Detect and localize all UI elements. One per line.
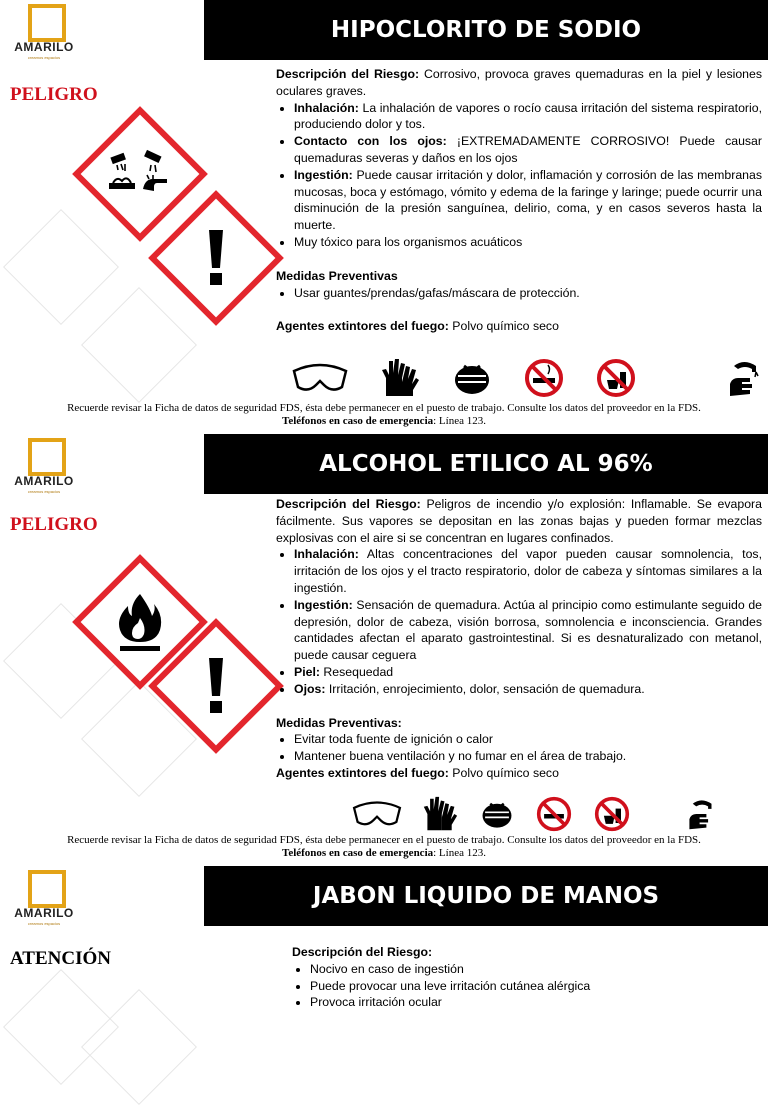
footer-phones: Teléfonos en caso de emergencia: Línea 123.: [282, 415, 486, 427]
corrosion-icon: [105, 149, 175, 199]
card-jabon: [0, 866, 768, 1024]
gloves-icon: [422, 794, 458, 834]
signal-word: ATENCIÓN: [10, 948, 111, 969]
card-title: ALCOHOL ETILICO AL 96%: [204, 434, 768, 494]
description-label: Descripción del Riesgo:: [292, 945, 433, 959]
risk-item: • Ojos: Irritación, enrojecimiento, dolor, sensación de quemadura.: [294, 681, 762, 698]
card-alcohol: [0, 434, 768, 864]
card-title: JABON LIQUIDO DE MANOS: [204, 866, 768, 926]
risk-item: • Piel: Resequedad: [294, 664, 762, 681]
mask-icon: [480, 794, 514, 834]
extinguisher: Agentes extintores del fuego: Polvo químico seco: [276, 319, 559, 334]
logo-tagline: creamos espacios: [27, 55, 61, 60]
exclamation-icon: [206, 658, 226, 714]
ppe-row: [292, 358, 768, 398]
footer-reminder: Recuerde revisar la Ficha de datos de seguridad FDS, ésta debe permanecer en el puesto de trabajo. Consulte los datos del proveedor en la FDS.: [67, 402, 701, 414]
hazard-text: [276, 496, 762, 782]
exclamation-icon: [206, 230, 226, 286]
no-smoking-icon: [536, 794, 572, 834]
risk-item: • Provoca irritación ocular: [310, 994, 752, 1011]
logo-name: AMARILO: [14, 906, 74, 920]
preventive-label: Medidas Preventivas: [276, 268, 398, 283]
footer: [0, 402, 768, 428]
preventive-list: [276, 285, 762, 302]
preventive-item: • Evitar toda fuente de ignición o calor: [294, 731, 762, 748]
risk-item: • Inhalación: La inhalación de vapores o rocío causa irritación del sistema respiratorio, produciendo dolor y tos.: [294, 100, 762, 134]
safety-glasses-icon: [352, 794, 402, 834]
amarilo-logo: [8, 870, 80, 930]
risk-item: • Ingestión: Sensación de quemadura. Actúa al principio como estimulante seguido de depresión, dolor de cabeza, visión borrosa, somnolencia e inconsciencia. Grandes cantidades afectan el aparato gastrointestinal. Si es desnaturalizado con metanol, puede causar ceguera: [294, 597, 762, 664]
risk-item: • Muy tóxico para los organismos acuáticos: [294, 234, 762, 251]
risk-item: • Nocivo en caso de ingestión: [310, 961, 752, 978]
description-text: Peligros de incendio y/o explosión: Inflamable. Se evapora fácilmente. Sus vapores se depositan en las zonas bajas y pueden formar mezclas explosivas con el aire si se concentran en lugares confinados.: [276, 497, 762, 545]
risk-item: • Inhalación: Altas concentraciones del vapor pueden causar somnolencia, tos, irritación de los ojos y el tracto respiratorio, dolor de cabeza y síntomas similares a la ingestión.: [294, 546, 762, 596]
gloves-icon: [380, 358, 420, 398]
hazard-description: [276, 496, 762, 546]
signal-word: PELIGRO: [10, 514, 98, 535]
bg-diamond: [81, 287, 197, 403]
preventive-label: Medidas Preventivas:: [276, 715, 402, 730]
description-text: Corrosivo, provoca graves quemaduras en la piel y lesiones oculares graves.: [276, 67, 762, 98]
description-label: Descripción del Riesgo:: [276, 497, 421, 511]
logo-tagline: creamos espacios: [27, 921, 61, 926]
hazard-text: [292, 944, 752, 1011]
risk-item: • Contacto con los ojos: ¡EXTREMADAMENTE CORROSIVO! Puede causar quemaduras severas y daños en los ojos: [294, 133, 762, 167]
bg-diamond: [3, 209, 119, 325]
footer: [0, 834, 768, 860]
risk-list: [276, 100, 762, 251]
risk-list: [276, 546, 762, 697]
hazard-description: [276, 66, 762, 100]
hand-wash-icon: [686, 794, 720, 834]
ppe-row: [352, 794, 752, 834]
no-smoking-icon: [524, 358, 564, 398]
preventive-item: • Mantener buena ventilación y no fumar en el área de trabajo.: [294, 748, 762, 765]
mask-icon: [452, 358, 492, 398]
logo-tagline: creamos espacios: [27, 489, 61, 494]
no-eating-icon: [594, 794, 630, 834]
card-hipoclorito: [0, 0, 768, 432]
safety-glasses-icon: [292, 358, 348, 398]
no-eating-icon: [596, 358, 636, 398]
logo-name: AMARILO: [14, 474, 74, 488]
footer-phones: Teléfonos en caso de emergencia: Línea 123.: [282, 847, 486, 859]
amarilo-logo: [8, 438, 80, 498]
logo-name: AMARILO: [14, 40, 74, 54]
extinguisher: Agentes extintores del fuego: Polvo químico seco: [276, 765, 559, 780]
risk-list: [292, 961, 752, 1011]
description-label: Descripción del Riesgo:: [276, 67, 420, 81]
amarilo-logo: [8, 4, 80, 64]
risk-item: • Puede provocar una leve irritación cutánea alérgica: [310, 978, 752, 995]
preventive-item: • Usar guantes/prendas/gafas/máscara de protección.: [294, 285, 762, 302]
risk-item: • Ingestión: Puede causar irritación y dolor, inflamación y corrosión de las membranas mucosas, boca y estómago, vómito y edema de la faringe y laringe; puede ocurrir una disminución de la presión sanguínea, delirio, coma, y en casos severos hasta la muerte.: [294, 167, 762, 234]
preventive-list: [276, 731, 762, 765]
flame-icon: [116, 592, 164, 652]
footer-reminder: Recuerde revisar la Ficha de datos de seguridad FDS, ésta debe permanecer en el puesto de trabajo. Consulte los datos del proveedor en la FDS.: [67, 834, 701, 846]
hand-wash-icon: [726, 358, 766, 398]
signal-word: PELIGRO: [10, 84, 98, 105]
card-title: HIPOCLORITO DE SODIO: [204, 0, 768, 60]
hazard-text: [276, 66, 762, 335]
